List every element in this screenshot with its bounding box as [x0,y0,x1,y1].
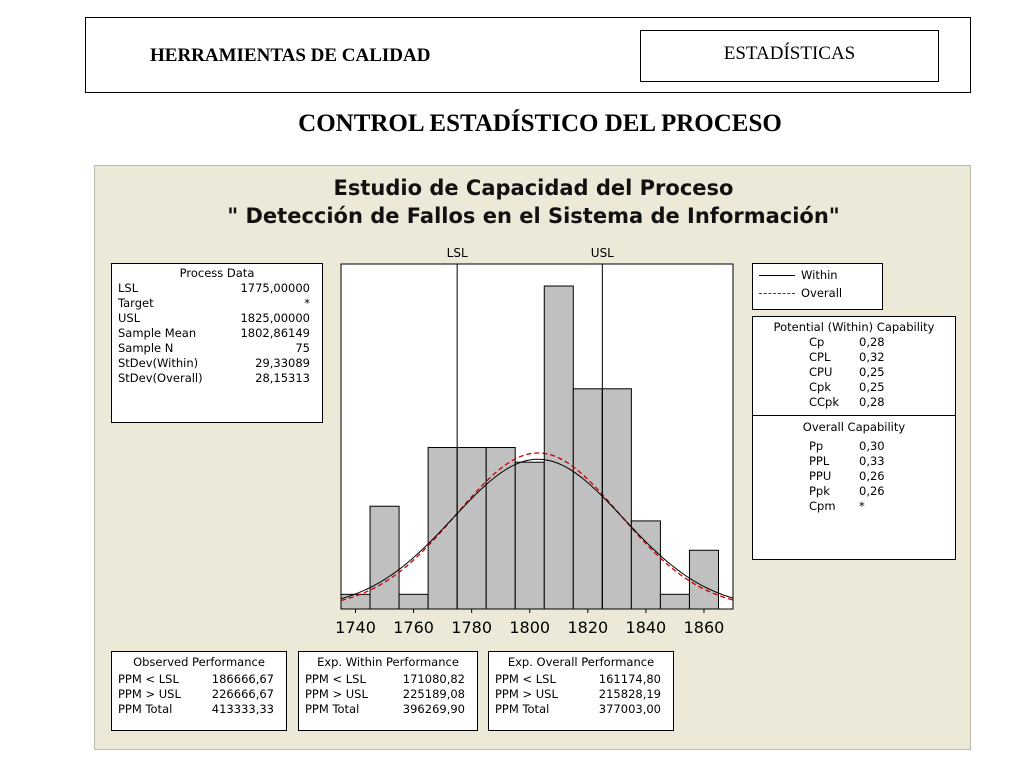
process-data-value: 1802,86149 [240,326,310,340]
potential-title: Potential (Within) Capability [773,320,935,334]
x-tick-label: 1840 [625,618,667,637]
x-tick-label: 1740 [335,618,376,637]
header-right-box [640,30,939,82]
overall-label: Pp [809,439,824,453]
exp-overall-label: PPM < LSL [495,672,556,686]
histogram-bar [515,462,544,609]
process-data-value: 75 [295,341,310,355]
x-tick-label: 1760 [393,618,434,637]
observed-title: Observed Performance [133,655,265,669]
exp-within-value: 171080,82 [402,672,465,686]
overall-value: * [859,499,865,513]
potential-value: 0,25 [859,380,885,394]
observed-label: PPM < LSL [118,672,179,686]
exp-overall-title: Exp. Overall Performance [507,655,655,669]
x-tick-label: 1860 [683,618,725,637]
overall-label: PPU [809,469,832,483]
process-data-label: Sample Mean [118,326,197,340]
overall-value: 0,30 [859,439,885,453]
histogram-chart [95,166,972,751]
observed-label: PPM Total [118,702,173,716]
process-data-value: 1825,00000 [240,311,310,325]
overall-label: PPL [809,454,830,468]
histogram-bar [341,594,370,609]
potential-label: CPU [809,365,833,379]
overall-value: 0,33 [859,454,885,468]
histogram-bar [428,448,457,609]
exp-overall-label: PPM Total [495,702,550,716]
overall-value: 0,26 [859,469,885,483]
potential-value: 0,28 [859,395,885,409]
histogram-bar [689,550,718,609]
potential-value: 0,32 [859,350,885,364]
potential-label: CPL [809,350,831,364]
observed-value: 186666,67 [211,672,274,686]
exp-overall-value: 215828,19 [598,687,661,701]
chart-title: Estudio de Capacidad del Proceso [333,176,734,200]
process-data-label: USL [118,311,141,325]
overall-value: 0,26 [859,484,885,498]
spec-label-usl: USL [590,246,614,260]
observed-value: 226666,67 [211,687,274,701]
legend-overall-label: Overall [801,286,843,300]
process-data-value: 29,33089 [255,356,310,370]
process-data-value: * [304,296,310,310]
potential-label: Cp [809,335,825,349]
header-left-title: HERRAMIENTAS DE CALIDAD [150,45,431,66]
process-data-label: Sample N [118,341,174,355]
main-title: CONTROL ESTADÍSTICO DEL PROCESO [298,110,782,137]
overall-label: Ppk [809,484,830,498]
exp-overall-value: 161174,80 [598,672,661,686]
potential-label: Cpk [809,380,831,394]
observed-value: 413333,33 [211,702,274,716]
x-tick-label: 1820 [567,618,609,637]
exp-overall-value: 377003,00 [598,702,661,716]
header-right-title: ESTADÍSTICAS [723,43,856,64]
exp-within-value: 396269,90 [402,702,465,716]
spec-label-lsl: LSL [446,246,468,260]
observed-label: PPM > USL [118,687,181,701]
histogram-bar [399,594,428,609]
histogram-bar [573,389,602,609]
potential-value: 0,28 [859,335,885,349]
legend-within-label: Within [801,268,838,282]
exp-within-title: Exp. Within Performance [317,655,459,669]
histogram-bar [631,521,660,609]
exp-overall-label: PPM > USL [495,687,558,701]
histogram-bar [486,448,515,609]
process-data-label: LSL [118,281,139,295]
process-data-label: StDev(Within) [118,356,199,370]
process-data-value: 1775,00000 [240,281,310,295]
potential-value: 0,25 [859,365,885,379]
histogram-bar [544,286,573,609]
overall-title: Overall Capability [802,420,906,434]
x-tick-label: 1780 [451,618,493,637]
histogram-bar [457,448,486,609]
chart-subtitle: " Detección de Fallos en el Sistema de Información" [227,204,840,228]
process-data-title: Process Data [179,266,255,280]
process-data-value: 28,15313 [255,371,310,385]
exp-within-value: 225189,08 [402,687,465,701]
exp-within-label: PPM < LSL [305,672,366,686]
capability-panel [94,165,971,750]
process-data-label: Target [118,296,154,310]
exp-within-label: PPM Total [305,702,360,716]
overall-label: Cpm [809,499,836,513]
x-tick-label: 1800 [509,618,551,637]
process-data-label: StDev(Overall) [118,371,203,385]
histogram-bar [660,594,689,609]
histogram-bar [370,506,399,609]
potential-label: CCpk [809,395,840,409]
exp-within-label: PPM > USL [305,687,368,701]
